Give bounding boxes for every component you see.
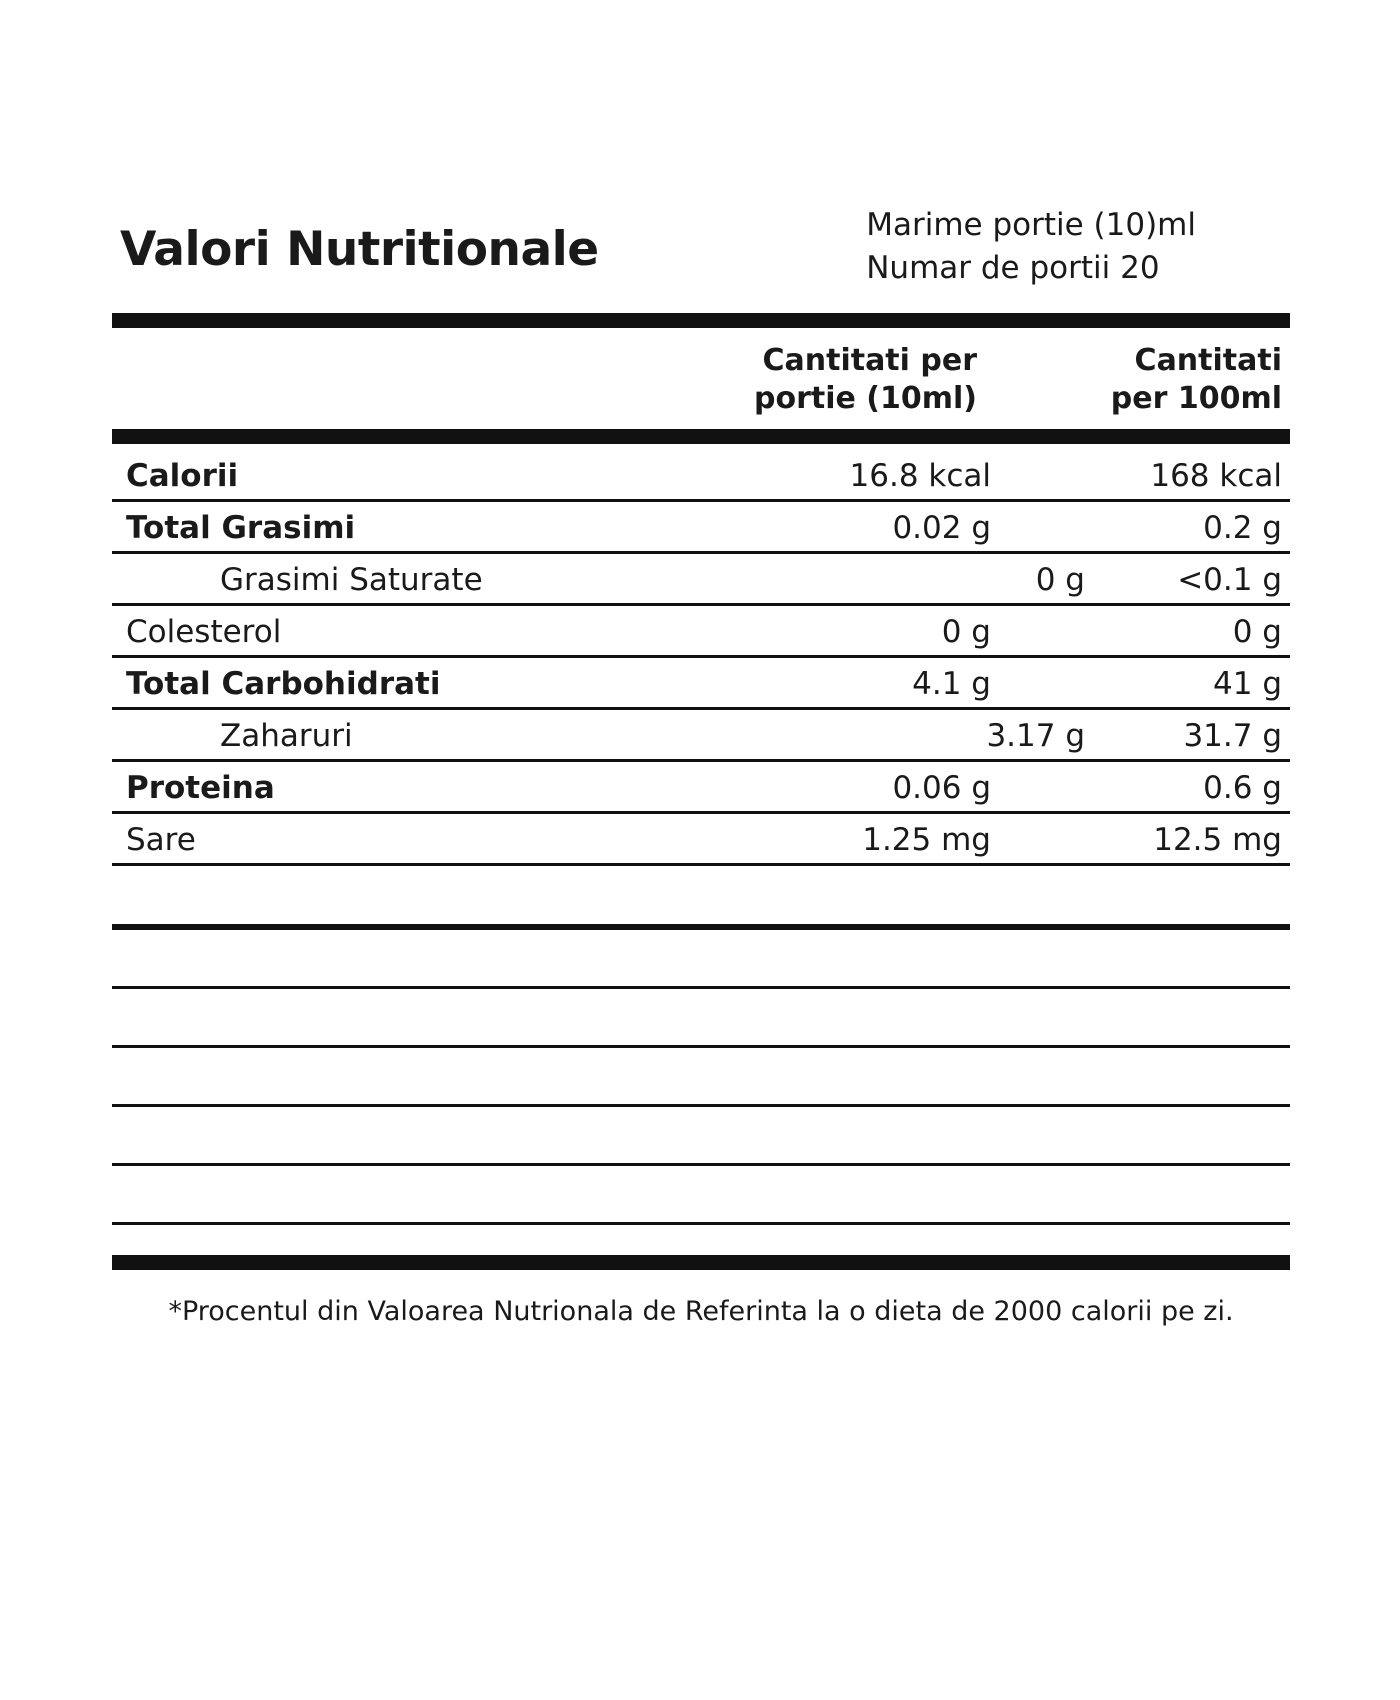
page-title: Valori Nutritionale xyxy=(120,222,599,277)
nutrient-name: Total Carbohidrati xyxy=(126,665,441,702)
nutrient-value-per-serving: 16.8 kcal xyxy=(849,457,991,494)
table-row xyxy=(112,658,1290,710)
divider-thick-top xyxy=(112,313,1290,328)
nutrient-value-per-serving: 4.1 g xyxy=(912,665,991,702)
blank-line xyxy=(112,930,1290,989)
servings-per-container: Numar de portii 20 xyxy=(866,250,1160,287)
nutrient-value-per-serving: 3.17 g xyxy=(986,717,1085,754)
column-header-per-serving-line1: Cantitati per xyxy=(762,342,977,378)
column-header-per-serving xyxy=(677,342,1037,419)
nutrient-value-per-serving: 0.02 g xyxy=(892,509,991,546)
nutrient-value-per-100ml: <0.1 g xyxy=(1177,561,1282,598)
nutrient-value-per-100ml: 12.5 mg xyxy=(1153,821,1282,858)
nutrient-name: Grasimi Saturate xyxy=(220,561,483,598)
nutrient-value-per-serving: 0.06 g xyxy=(892,769,991,806)
table-row xyxy=(112,710,1290,762)
divider-thick-bottom xyxy=(112,1255,1290,1270)
nutrient-name: Total Grasimi xyxy=(126,509,356,546)
nutrient-value-per-100ml: 0.2 g xyxy=(1203,509,1282,546)
blank-line xyxy=(112,989,1290,1048)
blank-write-in-lines xyxy=(112,866,1290,1225)
serving-size: Marime portie (10)ml xyxy=(866,207,1196,243)
table-row xyxy=(112,606,1290,658)
column-header-per-100ml-line2: per 100ml xyxy=(1110,381,1282,417)
column-header-per-serving-line2: portie (10ml) xyxy=(753,381,977,417)
blank-line xyxy=(112,1048,1290,1107)
table-row xyxy=(112,450,1290,502)
column-header-spacer xyxy=(112,342,677,419)
nutrient-row-list xyxy=(112,444,1290,866)
nutrient-value-per-serving: 0 g xyxy=(941,613,991,650)
nutrient-value-per-100ml: 0 g xyxy=(1232,613,1282,650)
column-header-per-100ml xyxy=(1037,342,1290,419)
nutrient-name: Calorii xyxy=(126,457,239,494)
serving-info xyxy=(866,200,1282,291)
table-row xyxy=(112,554,1290,606)
label-header xyxy=(112,200,1290,291)
blank-line xyxy=(112,1166,1290,1225)
nutrient-value-per-serving: 0 g xyxy=(1035,561,1085,598)
nutrient-value-per-100ml: 168 kcal xyxy=(1150,457,1282,494)
nutrient-name: Sare xyxy=(126,821,196,858)
table-row xyxy=(112,762,1290,814)
blank-line xyxy=(112,1107,1290,1166)
nutrient-name: Colesterol xyxy=(126,613,282,650)
divider-thick-under-headers xyxy=(112,429,1290,444)
nutrition-facts-label xyxy=(112,200,1290,1328)
column-headers xyxy=(112,328,1290,429)
footnote: *Procentul din Valoarea Nutrionala de Referinta la o dieta de 2000 calorii pe zi. xyxy=(168,1295,1234,1327)
table-row xyxy=(112,502,1290,554)
nutrient-value-per-serving: 1.25 mg xyxy=(862,821,991,858)
nutrient-value-per-100ml: 31.7 g xyxy=(1183,717,1282,754)
nutrient-value-per-100ml: 41 g xyxy=(1213,665,1282,702)
nutrient-name: Zaharuri xyxy=(220,717,353,754)
nutrient-name: Proteina xyxy=(126,769,275,806)
table-row xyxy=(112,814,1290,866)
nutrient-value-per-100ml: 0.6 g xyxy=(1203,769,1282,806)
column-header-per-100ml-line1: Cantitati xyxy=(1134,342,1282,378)
